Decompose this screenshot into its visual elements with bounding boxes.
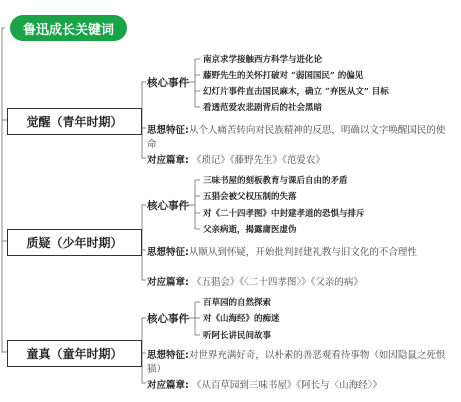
root-title: 鲁迅成长关键词 [10,15,127,41]
thought-label: 思想特征: [147,125,189,136]
thought-text: 从顺从到怀疑，开始批判封建礼教与旧文化的不合理性 [188,247,417,258]
works-text: 《五猖会》《〈二十四孝图〉》《父亲的病》 [191,277,363,288]
stage-childhood: 童真（童年时期） [7,340,142,367]
core-events-label: 核心事件 [147,313,189,325]
event-item: 幻灯片事件直击国民麻木，确立 “弃医从文” 目标 [203,87,389,97]
thought-label: 思想特征: [147,247,189,258]
event-item: 父亲病逝，揭露庸医虚伪 [203,225,297,235]
thought-feature [147,244,447,258]
event-item: 对《山海经》的痴迷 [203,314,280,324]
works-text: 《从百草园到三味书屋》《阿长与〈山海经〉》 [191,380,382,391]
event-item: 对《二十四孝图》中封建孝道的恐惧与排斥 [203,209,365,219]
works-text: 《琐记》《藤野先生》《范爱农》 [191,155,325,166]
works-label: 对应篇章: [147,155,189,166]
thought-feature [147,122,447,150]
event-item: 听阿长讲民间故事 [203,331,272,341]
works-label: 对应篇章: [147,380,189,391]
core-events-label: 核心事件 [147,200,189,212]
works-row [147,152,325,166]
stage-questioning: 质疑（少年时期） [7,229,142,256]
thought-text: 从个人痛苦转向对民族精神的反思，明确以文字唤醒国民的使命 [147,125,446,150]
thought-text: 对世界充满好奇，以朴素的善恶观看待事物（如因隐鼠之死恨猫） [147,350,446,375]
event-item: 藤野先生的关怀打破对 “弱国国民” 的偏见 [203,71,364,81]
works-label: 对应篇章: [147,277,189,288]
event-item: 百草园的自然探索 [203,298,272,308]
event-item: 五猖会被父权压制的失落 [203,192,297,202]
thought-feature [147,347,447,375]
stage-awakening: 觉醒（青年时期） [7,108,142,135]
event-item: 三味书屋的刻板教育与课后自由的矛盾 [203,176,348,186]
thought-label: 思想特征: [147,350,189,361]
event-item: 南京求学接触西方科学与进化论 [203,55,323,65]
core-events-label: 核心事件 [147,77,189,89]
event-item: 看透范爱农悲剧背后的社会黑暗 [203,103,323,113]
works-row [147,274,363,288]
works-row [147,377,382,391]
